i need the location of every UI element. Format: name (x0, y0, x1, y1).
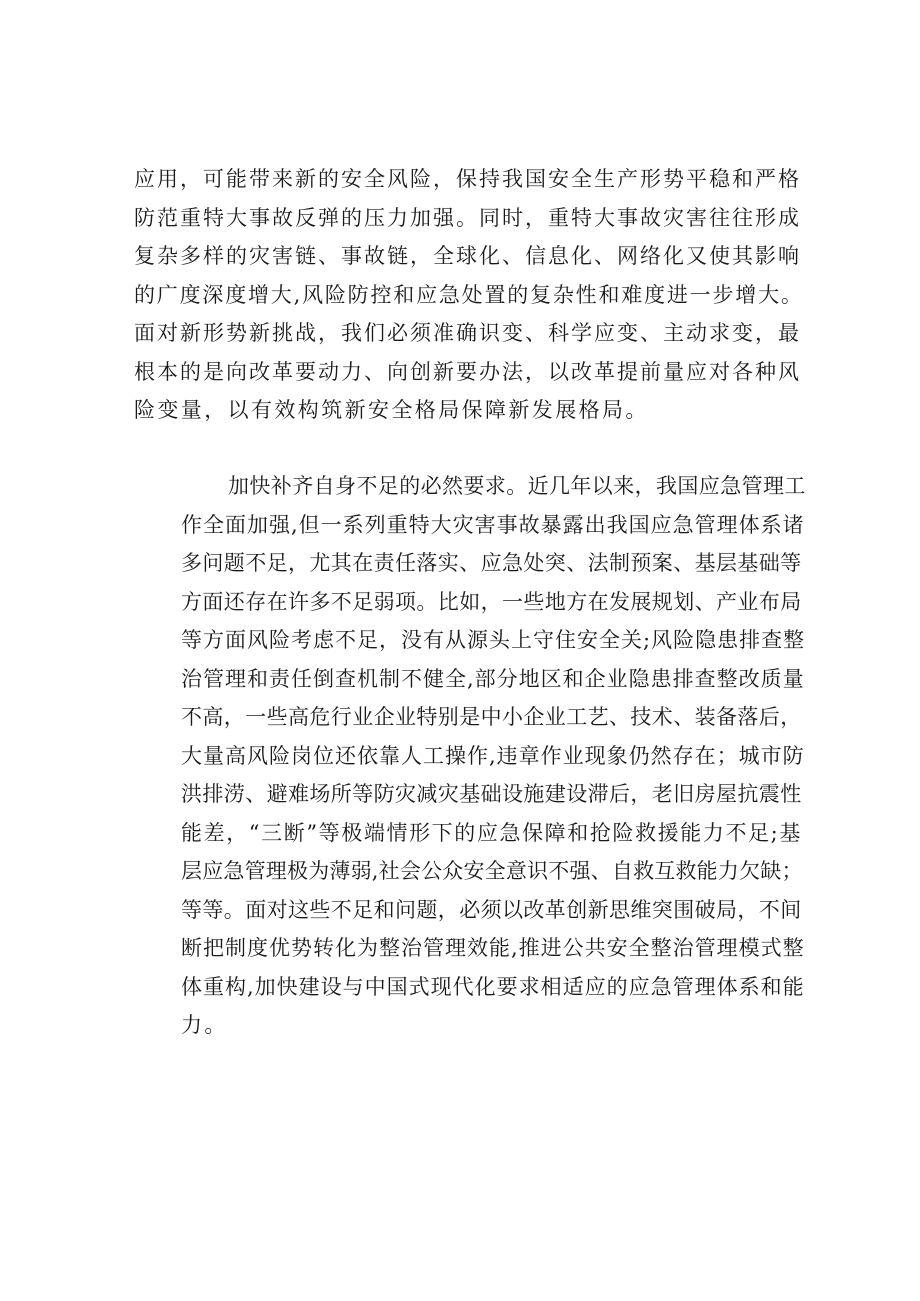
text-line: 防范重特大事故反弹的压力加强。同时，重特大事故灾害往往形成 (134, 205, 801, 230)
text-line: 面对新形势新挑战，我们必须准确识变、科学应变、主动求变，最 (134, 321, 801, 345)
text-line: 多问题不足，尤其在责任落实、应急处突、法制预案、基层基础等 (181, 551, 802, 575)
text-line: 能差，“三断”等极端情形下的应急保障和抢险救援能力不足;基 (181, 820, 802, 845)
text-line: 复杂多样的灾害链、事故链，全球化、信息化、网络化又使其影响 (134, 244, 801, 268)
text-line: 层应急管理极为薄弱,社会公众安全意识不强、自救互救能力欠缺； (181, 859, 803, 883)
text-line: 等方面风险考虑不足，没有从源头上守住安全关;风险隐患排查整 (181, 628, 806, 652)
text-line: 方面还存在许多不足弱项。比如，一些地方在发展规划、产业布局 (181, 589, 802, 614)
text-line: 不高，一些高危行业企业特别是中小企业工艺、技术、装备落后， (181, 705, 802, 729)
text-line: 的广度深度增大,风险防控和应急处置的复杂性和难度进一步增大。 (134, 282, 804, 307)
text-line-indented: 加快补齐自身不足的必然要求。近几年以来，我国应急管理工 (228, 474, 806, 498)
text-line: 断把制度优势转化为整治管理效能,推进公共安全整治管理模式整 (181, 936, 805, 960)
text-line: 力。 (181, 1013, 228, 1037)
text-line: 治管理和责任倒查机制不健全,部分地区和企业隐患排查整改质量 (181, 666, 805, 691)
text-line: 洪排涝、避难场所等防灾减灾基础设施建设滞后，老旧房屋抗震性 (181, 782, 802, 806)
text-line: 险变量，以有效构筑新安全格局保障新发展格局。 (134, 398, 649, 422)
paragraph-shortcomings (134, 467, 806, 1045)
text-line: 根本的是向改革要动力、向创新要办法，以改革提前量应对各种风 (134, 359, 801, 384)
text-line: 大量高风险岗位还依靠人工操作,违章作业现象仍然存在；城市防 (181, 743, 805, 768)
paragraph-continued (134, 160, 806, 430)
text-line: 体重构,加快建设与中国式现代化要求相适应的应急管理体系和能 (181, 974, 805, 999)
text-line: 作全面加强,但一系列重特大灾害事故暴露出我国应急管理体系诸 (181, 512, 805, 537)
text-line: 应用，可能带来新的安全风险，保持我国安全生产形势平稳和严格 (134, 167, 801, 191)
text-line: 等等。面对这些不足和问题，必须以改革创新思维突围破局，不间 (181, 897, 802, 922)
